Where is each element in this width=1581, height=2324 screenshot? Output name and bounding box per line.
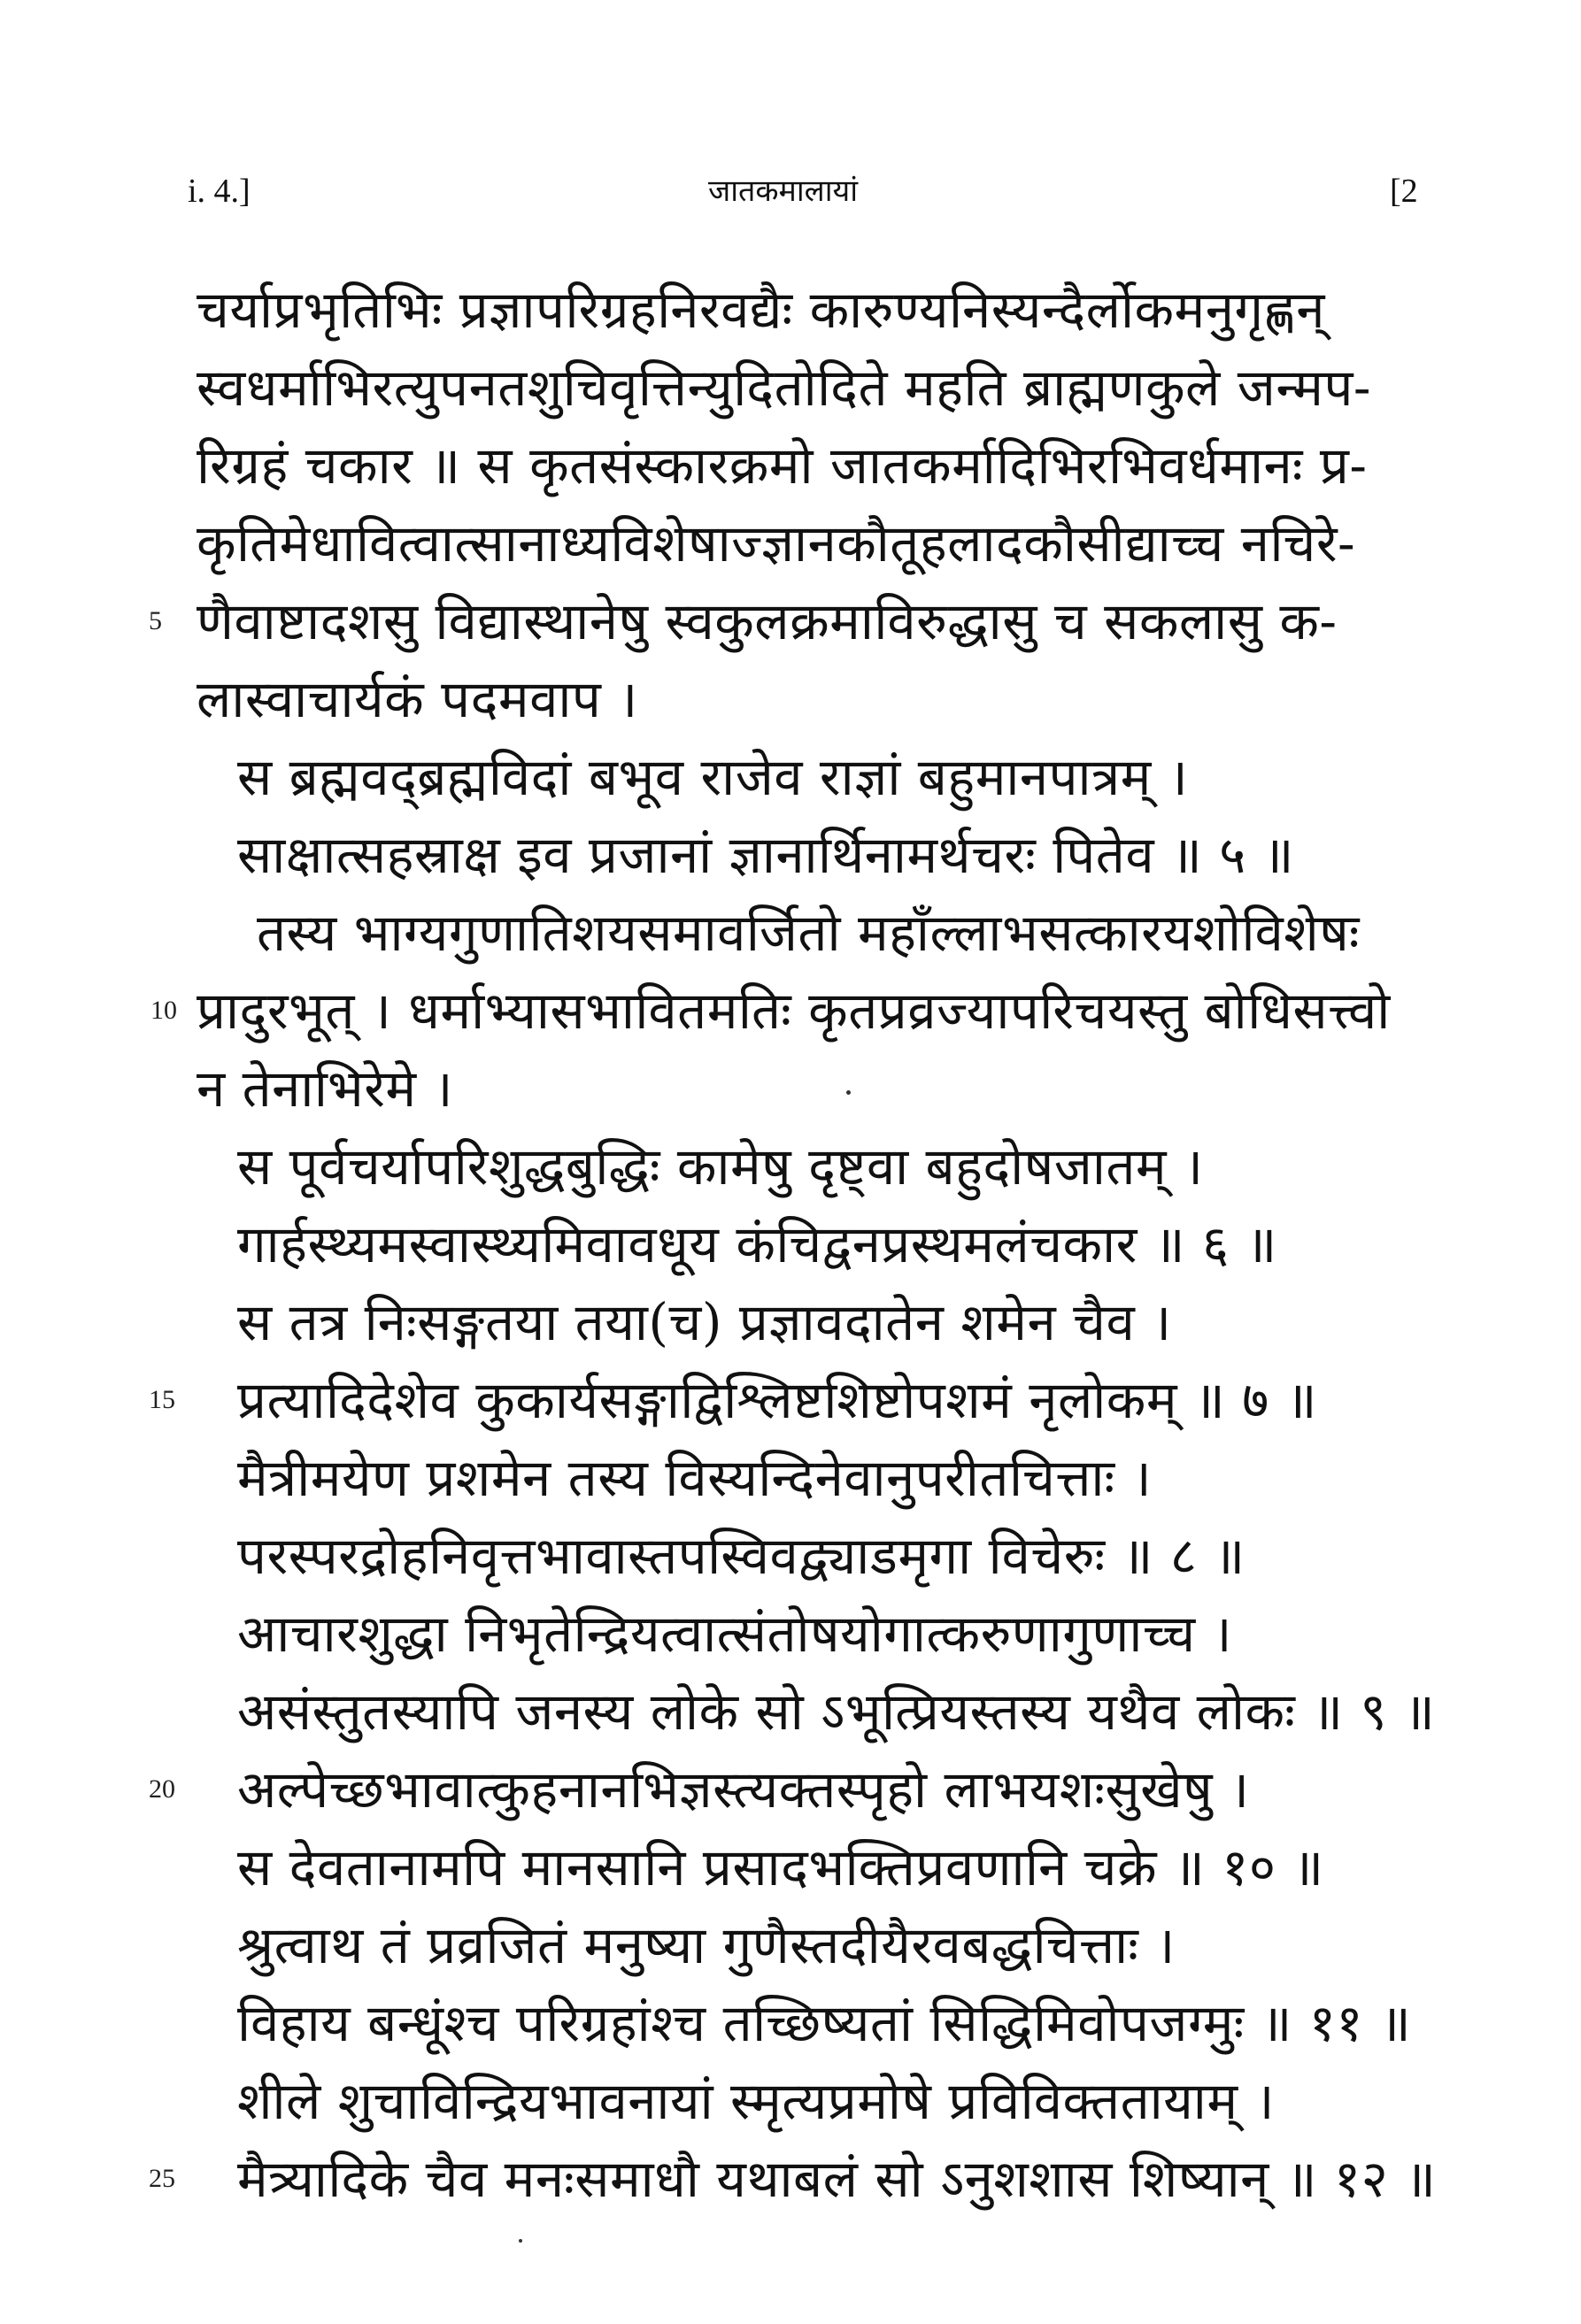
- prose-line: चर्याप्रभृतिभिः प्रज्ञापरिग्रहनिरवद्यैः कारुण्यनिस्यन्दैर्लोकमनुगृह्णन्: [197, 280, 1325, 340]
- header-title: जातकमालायां: [708, 173, 859, 209]
- line-number: 10: [150, 996, 177, 1025]
- verse-line: स तत्र निःसङ्गतया तया(च) प्रज्ञावदातेन शमेन चैव ।: [237, 1292, 1172, 1352]
- prose-line: णैवाष्टादशसु विद्यास्थानेषु स्वकुलक्रमाविरुद्धासु च सकलासु क-: [197, 591, 1338, 651]
- verse-line: गार्हस्थ्यमस्वास्थ्यमिवावधूय कंचिद्वनप्रस्थमलंचकार ॥ ६ ॥: [237, 1214, 1277, 1274]
- verse-line: साक्षात्सहस्राक्ष इव प्रजानां ज्ञानार्थिनामर्थचरः पितेव ॥ ५ ॥: [237, 825, 1295, 885]
- verse-line: मैत्र्यादिके चैव मनःसमाधौ यथाबलं सो ऽनुशशास शिष्यान् ॥ १२ ॥: [237, 2149, 1437, 2209]
- verse-line: आचारशुद्धा निभृतेन्द्रियत्वात्संतोषयोगात्करुणागुणाच्च ।: [237, 1604, 1232, 1664]
- verse-line: स ब्रह्मवद्ब्रह्मविदां बभूव राजेव राज्ञां बहुमानपात्रम् ।: [237, 747, 1189, 807]
- prose-line: स्वधर्माभिरत्युपनतशुचिवृत्तिन्युदितोदिते महति ब्राह्मणकुले जन्मप-: [197, 358, 1372, 418]
- prose-line: न तेनाभिरेमे ।: [197, 1058, 454, 1119]
- stray-dot: [519, 2239, 522, 2243]
- line-number: 25: [149, 2164, 175, 2193]
- verse-line: शीले शुचाविन्द्रियभावनायां स्मृत्यप्रमोषे प्रविविक्ततायाम् ।: [237, 2071, 1275, 2131]
- verse-line: असंस्तुतस्यापि जनस्य लोके सो ऽभूत्प्रियस्तस्य यथैव लोकः ॥ ९ ॥: [237, 1681, 1436, 1742]
- prose-line: रिग्रहं चकार ॥ स कृतसंस्कारक्रमो जातकर्मादिभिरभिवर्धमानः प्र-: [197, 435, 1368, 496]
- prose-line: लास्वाचार्यकं पदमवाप ।: [197, 669, 638, 729]
- verse-line: स देवतानामपि मानसानि प्रसादभक्तिप्रवणानि चक्रे ॥ १० ॥: [237, 1837, 1324, 1897]
- header-page-number: [2: [1390, 173, 1418, 210]
- prose-line: तस्य भाग्यगुणातिशयसमावर्जितो महाँल्लाभसत्कारयशोविशेषः: [257, 903, 1360, 963]
- prose-line: कृतिमेधावित्वात्सानाध्यविशेषाज्ज्ञानकौतूहलादकौसीद्याच्च नचिरे-: [197, 513, 1356, 573]
- line-number: 20: [149, 1774, 175, 1804]
- header-section-ref: i. 4.]: [188, 173, 251, 210]
- verse-line: विहाय बन्धूंश्च परिग्रहांश्च तच्छिष्यतां सिद्धिमिवोपजग्मुः ॥ ११ ॥: [237, 1993, 1412, 2053]
- verse-line: परस्परद्रोहनिवृत्तभावास्तपस्विवद्व्याडमृगा विचेरुः ॥ ८ ॥: [237, 1526, 1246, 1586]
- line-number: 15: [149, 1385, 175, 1414]
- verse-line: स पूर्वचर्यापरिशुद्धबुद्धिः कामेषु दृष्ट्वा बहुदोषजातम् ।: [237, 1136, 1204, 1197]
- prose-line: प्रादुरभूत् । धर्माभ्यासभावितमतिः कृतप्रव्रज्यापरिचयस्तु बोधिसत्त्वो: [197, 981, 1391, 1041]
- verse-line: प्रत्यादिदेशेव कुकार्यसङ्गाद्विश्लिष्टशिष्टोपशमं नृलोकम् ॥ ७ ॥: [237, 1370, 1317, 1430]
- stray-dot: [846, 1090, 851, 1095]
- verse-line: श्रुत्वाथ तं प्रव्रजितं मनुष्या गुणैस्तदीयैरवबद्धचित्ताः ।: [237, 1915, 1176, 1975]
- verse-line: मैत्रीमयेण प्रशमेन तस्य विस्यन्दिनेवानुपरीतचित्ताः ।: [237, 1448, 1153, 1508]
- verse-line: अल्पेच्छभावात्कुहनानभिज्ञस्त्यक्तस्पृहो लाभयशःसुखेषु ।: [237, 1759, 1250, 1820]
- line-number: 5: [149, 606, 162, 635]
